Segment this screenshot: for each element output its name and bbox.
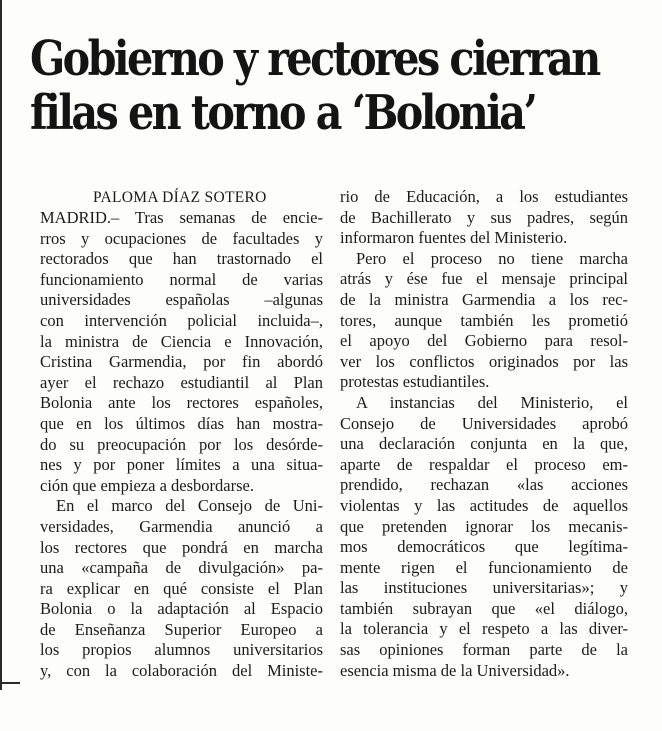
- text-line: rectorados que han trastornado el: [40, 249, 323, 269]
- text-line: informaron fuentes del Ministerio.: [340, 228, 568, 248]
- text-line: protestas estudiantiles.: [340, 372, 490, 392]
- text-line: funcionamiento normal de varias: [40, 269, 323, 289]
- column-rule: [0, 0, 2, 690]
- text-line: tores, aunque también les prometió: [340, 310, 628, 330]
- headline-line: filas en torno a ‘Bolonia’: [30, 85, 536, 141]
- article-column-1: [40, 208, 323, 682]
- text-line: con intervención policial incluida–,: [40, 310, 323, 330]
- text-line: Consejo de Universidades aprobó: [340, 413, 628, 433]
- text-line: violentas y las actitudes de aquellos: [340, 495, 628, 515]
- text-line: rros y ocupaciones de facultades y: [40, 228, 323, 248]
- byline: PALOMA DÍAZ SOTERO: [93, 189, 267, 206]
- text-line: de la ministra Garmendia a los rec-: [340, 289, 628, 309]
- text-line: universidades españolas –algunas: [40, 290, 323, 310]
- article-column-2: [340, 187, 628, 681]
- text-line: de Enseñanza Superior Europeo a: [40, 619, 323, 639]
- text-line: Cristina Garmendia, por fin abordó: [40, 352, 323, 372]
- text-line: también subrayan que «el diálogo,: [340, 598, 628, 618]
- text-line: Bolonia ante los rectores españoles,: [40, 393, 323, 413]
- text-line: rio de Educación, a los estudiantes: [340, 187, 628, 206]
- text-line: ayer el rechazo estudiantil al Plan: [40, 372, 323, 392]
- text-line: que en los últimos días han mostra-: [40, 413, 323, 433]
- text-line: mente rigen el funcionamiento de: [340, 557, 628, 577]
- text-line: MADRID.– Tras semanas de encie-: [40, 208, 323, 227]
- text-line: nes y por poner límites a una situa-: [40, 455, 323, 475]
- text-line: aparte de respaldar el proceso em-: [340, 454, 628, 474]
- text-line: A instancias del Ministerio, el: [356, 392, 628, 412]
- text-line: sas opiniones forman parte de la: [340, 640, 628, 660]
- text-line: y, con la colaboración del Ministe-: [40, 661, 323, 681]
- text-line: los propios alumnos universitarios: [40, 640, 323, 660]
- text-line: Bolonia o la adaptación al Espacio: [40, 599, 323, 619]
- text-line: una declaración conjunta en la que,: [340, 434, 628, 454]
- text-line: una «campaña de divulgación» pa-: [40, 558, 323, 578]
- text-line: Pero el proceso no tiene marcha: [356, 248, 628, 268]
- text-line: ver los conflictos originados por las: [340, 351, 628, 371]
- text-line: esencia misma de la Universidad».: [340, 660, 570, 680]
- text-line: que pretenden ignorar los mecanis-: [340, 516, 628, 536]
- text-line: la ministra de Ciencia e Innovación,: [40, 331, 323, 351]
- text-line: do su preocupación por los desórde-: [40, 434, 323, 454]
- text-line: los rectores que pondrá en marcha: [40, 537, 323, 557]
- text-line: En el marco del Consejo de Uni-: [56, 496, 323, 516]
- text-line: atrás y ése fue el mensaje principal: [340, 269, 628, 289]
- text-line: mos democráticos que legítima-: [340, 537, 628, 557]
- text-line: las instituciones universitarias»; y: [340, 578, 628, 598]
- text-line: prendido, rechazan «las acciones: [340, 475, 628, 495]
- text-line: la tolerancia y el respeto a las diver-: [340, 619, 628, 639]
- headline: [30, 31, 599, 141]
- text-line: ra explicar en qué consiste el Plan: [40, 578, 323, 598]
- text-line: de Bachillerato y sus padres, según: [340, 207, 628, 227]
- headline-line: Gobierno y rectores cierran: [30, 31, 599, 87]
- rule-notch: [0, 682, 20, 684]
- text-line: versidades, Garmendia anunció a: [40, 516, 323, 536]
- text-line: ción que empieza a desbordarse.: [40, 475, 254, 495]
- text-line: el apoyo del Gobierno para resol-: [340, 331, 628, 351]
